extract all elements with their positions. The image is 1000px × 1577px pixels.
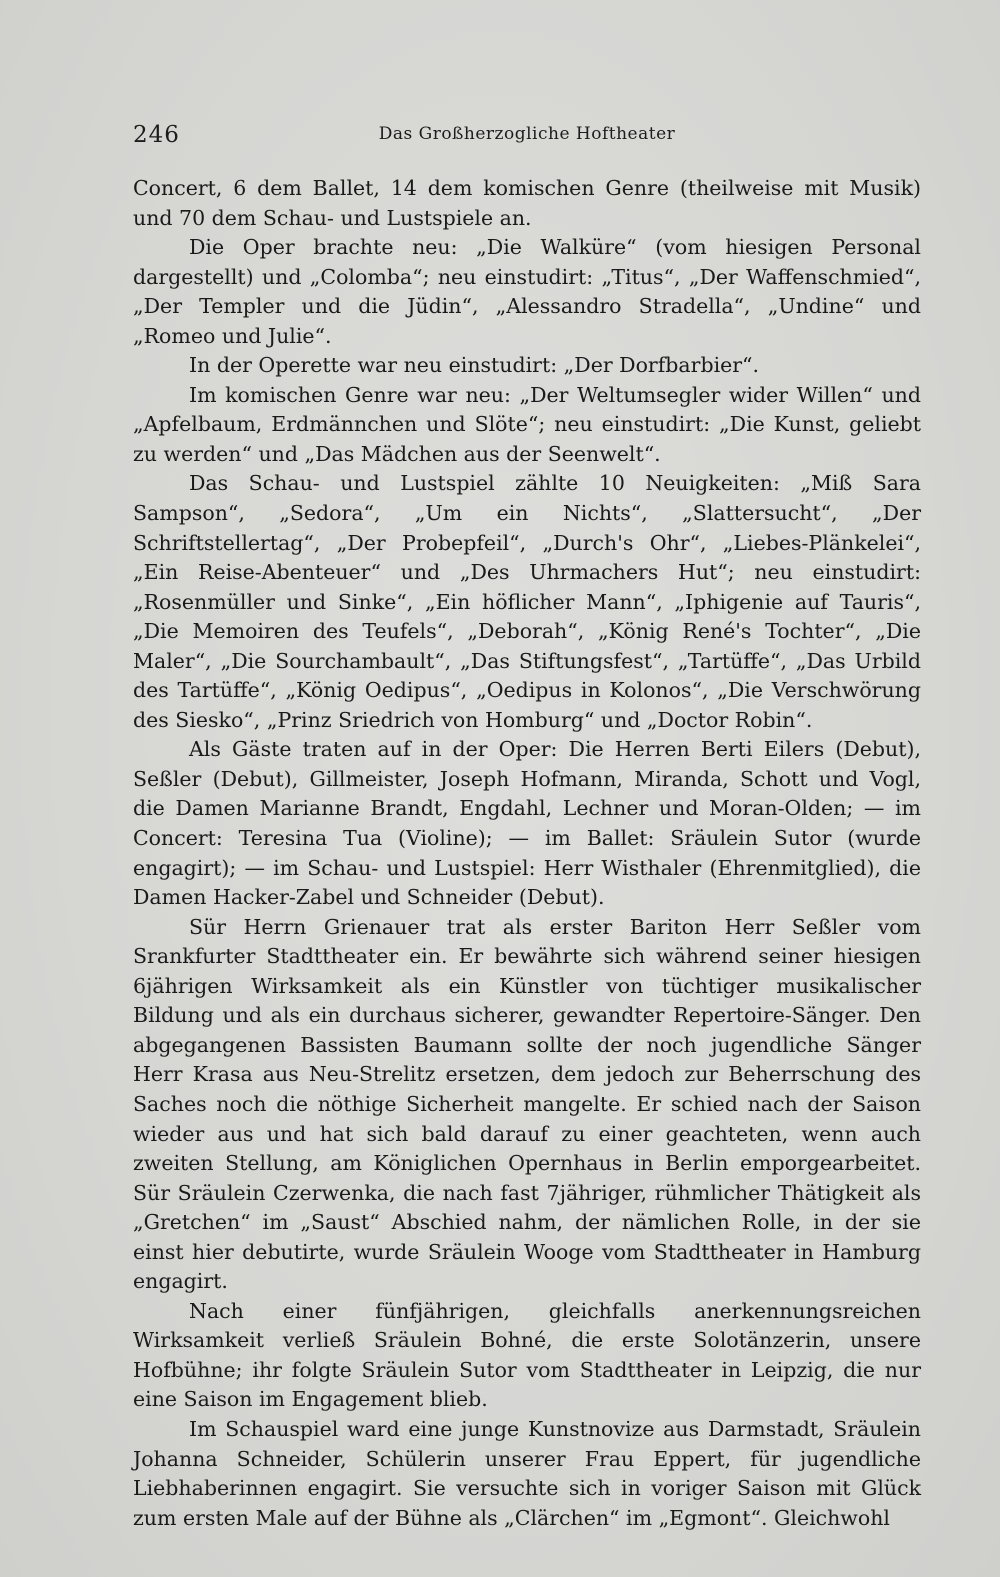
page-number: 246 <box>133 122 180 148</box>
body-text <box>133 174 921 1533</box>
paragraph-4: Im komischen Genre war neu: „Der Weltumsegler wider Willen“ und „Apfelbaum, Erdmännchen und Slöte“; neu einstudirt: „Die Kunst, geliebt zu werden“ und „Das Mädchen aus der Seenwelt“. <box>133 382 921 466</box>
paragraph-8: Nach einer fünfjährigen, gleichfalls anerkennungsreichen Wirksamkeit verließ Sräulein Bohné, die erste Solotänzerin, unsere Hofbühne; ihr folgte Sräulein Sutor vom Stadttheater in Leipzig, die nur eine Saison im Engagement blieb. <box>133 1298 921 1412</box>
paragraph-6: Als Gäste traten auf in der Oper: Die Herren Berti Eilers (Debut), Seßler (Debut), Gillmeister, Joseph Hofmann, Miranda, Schott und Vogl, die Damen Marianne Brandt, Engdahl, Lechner und Moran-Olden; — im Concert: Teresina Tua (Violine); — im Ballet: Sräulein Sutor (wurde engagirt); — im Schau- und Lustspiel: Herr Wisthaler (Ehrenmitglied), die Damen Hacker-Zabel und Schneider (Debut). <box>133 737 921 910</box>
paragraph-1: Concert, 6 dem Ballet, 14 dem komischen Genre (theilweise mit Musik) und 70 dem Schau- und Lustspiele an. <box>133 176 921 230</box>
paragraph-3: In der Operette war neu einstudirt: „Der Dorfbarbier“. <box>189 353 760 378</box>
paragraph-9: Im Schauspiel ward eine junge Kunstnovize aus Darmstadt, Sräulein Johanna Schneider, Schülerin unserer Frau Eppert, für jugendliche Liebhaberinnen engagirt. Sie versuchte sich in voriger Saison mit Glück zum ersten Male auf der Bühne als „Clärchen“ im „Egmont“. Gleichwohl <box>133 1416 921 1530</box>
paragraph-2: Die Oper brachte neu: „Die Walküre“ (vom hiesigen Personal dargestellt) und „Colomba“; neu einstudirt: „Titus“, „Der Waffenschmied“, „Der Templer und die Jüdin“, „Alessandro Stradella“, „Undine“ und „Romeo und Julie“. <box>133 235 921 348</box>
running-title: Das Großherzogliche Hoftheater <box>378 124 676 144</box>
page-header <box>133 120 921 154</box>
paragraph-5: Das Schau- und Lustspiel zählte 10 Neuigkeiten: „Miß Sara Sampson“, „Sedora“, „Um ein Nichts“, „Slattersucht“, „Der Schriftstellertag“, „Der Probepfeil“, „Durch's Ohr“, „Liebes-Plänkelei“, „Ein Reise-Abenteuer“ und „Des Uhrmachers Hut“; neu einstudirt: „Rosenmüller und Sinke“, „Ein höflicher Mann“, „Iphigenie auf Tauris“, „Die Memoiren des Teufels“, „Deborah“, „König René's Tochter“, „Die Maler“, „Die Sourchambault“, „Das Stiftungsfest“, „Tartüffe“, „Das Urbild des Tartüffe“, „König Oedipus“, „Oedipus in Kolonos“, „Die Verschwörung des Siesko“, „Prinz Sriedrich von Homburg“ und „Doctor Robin“. <box>133 471 921 732</box>
paragraph-7: Sür Herrn Grienauer trat als erster Bariton Herr Seßler vom Srankfurter Stadttheater ein. Er bewährte sich während seiner hiesigen 6jährigen Wirksamkeit als ein Künstler von tüchtiger musikalischer Bildung und als ein durchaus sicherer, gewandter Repertoire-Sänger. Den abgegangenen Bassisten Baumann sollte der noch jugendliche Sänger Herr Krasa aus Neu-Strelitz ersetzen, dem jedoch zur Beherrschung des Saches noch die nöthige Sicherheit mangelte. Er schied nach der Saison wieder aus und hat sich bald darauf zu einer geachteten, wenn auch zweiten Stellung, am Königlichen Opernhaus in Berlin emporgearbeitet. Sür Sräulein Czerwenka, die nach fast 7jähriger, rühmlicher Thätigkeit als „Gretchen“ im „Saust“ Abschied nahm, der nämlichen Rolle, in der sie einst hier debutirte, wurde Sräulein Wooge vom Stadttheater in Hamburg engagirt. <box>133 914 921 1294</box>
